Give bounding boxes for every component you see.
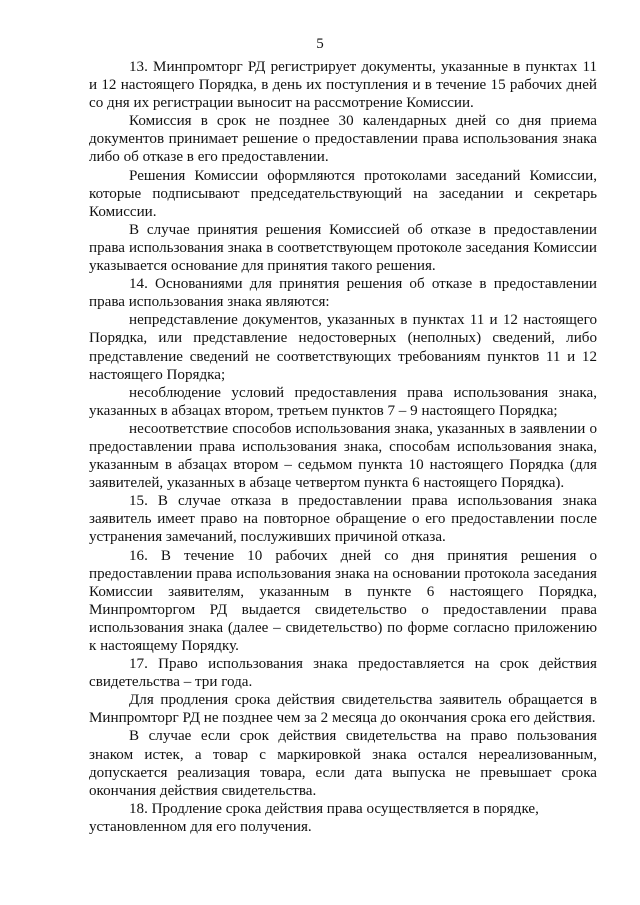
paragraph-15: 15. В случае отказа в предоставлении права использования знака заявитель имеет право на повторное обращение о его предоставлении после устранения замечаний, послуживших причиной отказа.: [89, 493, 597, 546]
paragraph-16: 16. В течение 10 рабочих дней со дня принятия решения о предоставлении права использования знака на основании протокола заседания Комиссии заявителям, указанным в пункте 6 настоящего Порядка, Минпромторгом РД выдается свидетельство о предоставлении права использования знака (далее – свидетельство) по форме согласно приложению к настоящему Порядку.: [89, 547, 597, 654]
paragraph-17: 17. Право использования знака предоставляется на срок действия свидетельства – три года.: [89, 656, 597, 691]
paragraph-18: 18. Продление срока действия права осуществляется в порядке, установленном для его получения.: [89, 800, 539, 835]
paragraph-extension: Для продления срока действия свидетельства заявитель обращается в Минпромторг РД не позднее чем за 2 месяца до окончания срока его действия.: [89, 692, 597, 727]
list-item-mismatch: несоответствие способов использования знака, указанных в заявлении о предоставлении права использования знака, способам использования знака, указанным в абзацах втором – седьмом пункта 10 настоящего Порядка (для заявителей, указанных в абзаце четвертом пункта 6 настоящего Порядка).: [89, 420, 597, 492]
list-item-non-compliance: несоблюдение условий предоставления права использования знака, указанных в абзацах втором, третьем пунктов 7 – 9 настоящего Порядка;: [89, 384, 597, 419]
paragraph-expired-certificate: В случае если срок действия свидетельства на право пользования знаком истек, а товар с маркировкой знака остался нереализованным, допускается реализация товара, если дата выпуска не превышает срока окончания действия свидетельства.: [89, 728, 597, 799]
paragraph-14: 14. Основаниями для принятия решения об отказе в предоставлении права использования знака являются:: [89, 276, 597, 311]
page-number: 5: [316, 36, 324, 52]
document-body: [89, 58, 597, 836]
paragraph-commission-protocols: Решения Комиссии оформляются протоколами заседаний Комиссии, которые подписывают председательствующий на заседании и секретарь Комиссии.: [89, 167, 597, 220]
list-item-non-submission: непредставление документов, указанных в пунктах 11 и 12 настоящего Порядка, или представление недостоверных (неполных) сведений, либо представление сведений не соответствующих требованиям пунктов 11 и 12 настоящего Порядка;: [89, 312, 597, 383]
paragraph-refusal-basis: В случае принятия решения Комиссией об отказе в предоставлении права использования знака в соответствующем протоколе заседания Комиссии указывается основание для принятия такого решения.: [89, 221, 597, 275]
paragraph-13: 13. Минпромторг РД регистрирует документы, указанные в пунктах 11 и 12 настоящего Порядка, в день их поступления и в течение 15 рабочих дней со дня их регистрации выносит на рассмотрение Комиссии.: [89, 59, 597, 112]
paragraph-commission-deadline: Комиссия в срок не позднее 30 календарных дней со дня приема документов принимает решение о предоставлении права использования знака либо об отказе в его предоставлении.: [89, 113, 597, 166]
